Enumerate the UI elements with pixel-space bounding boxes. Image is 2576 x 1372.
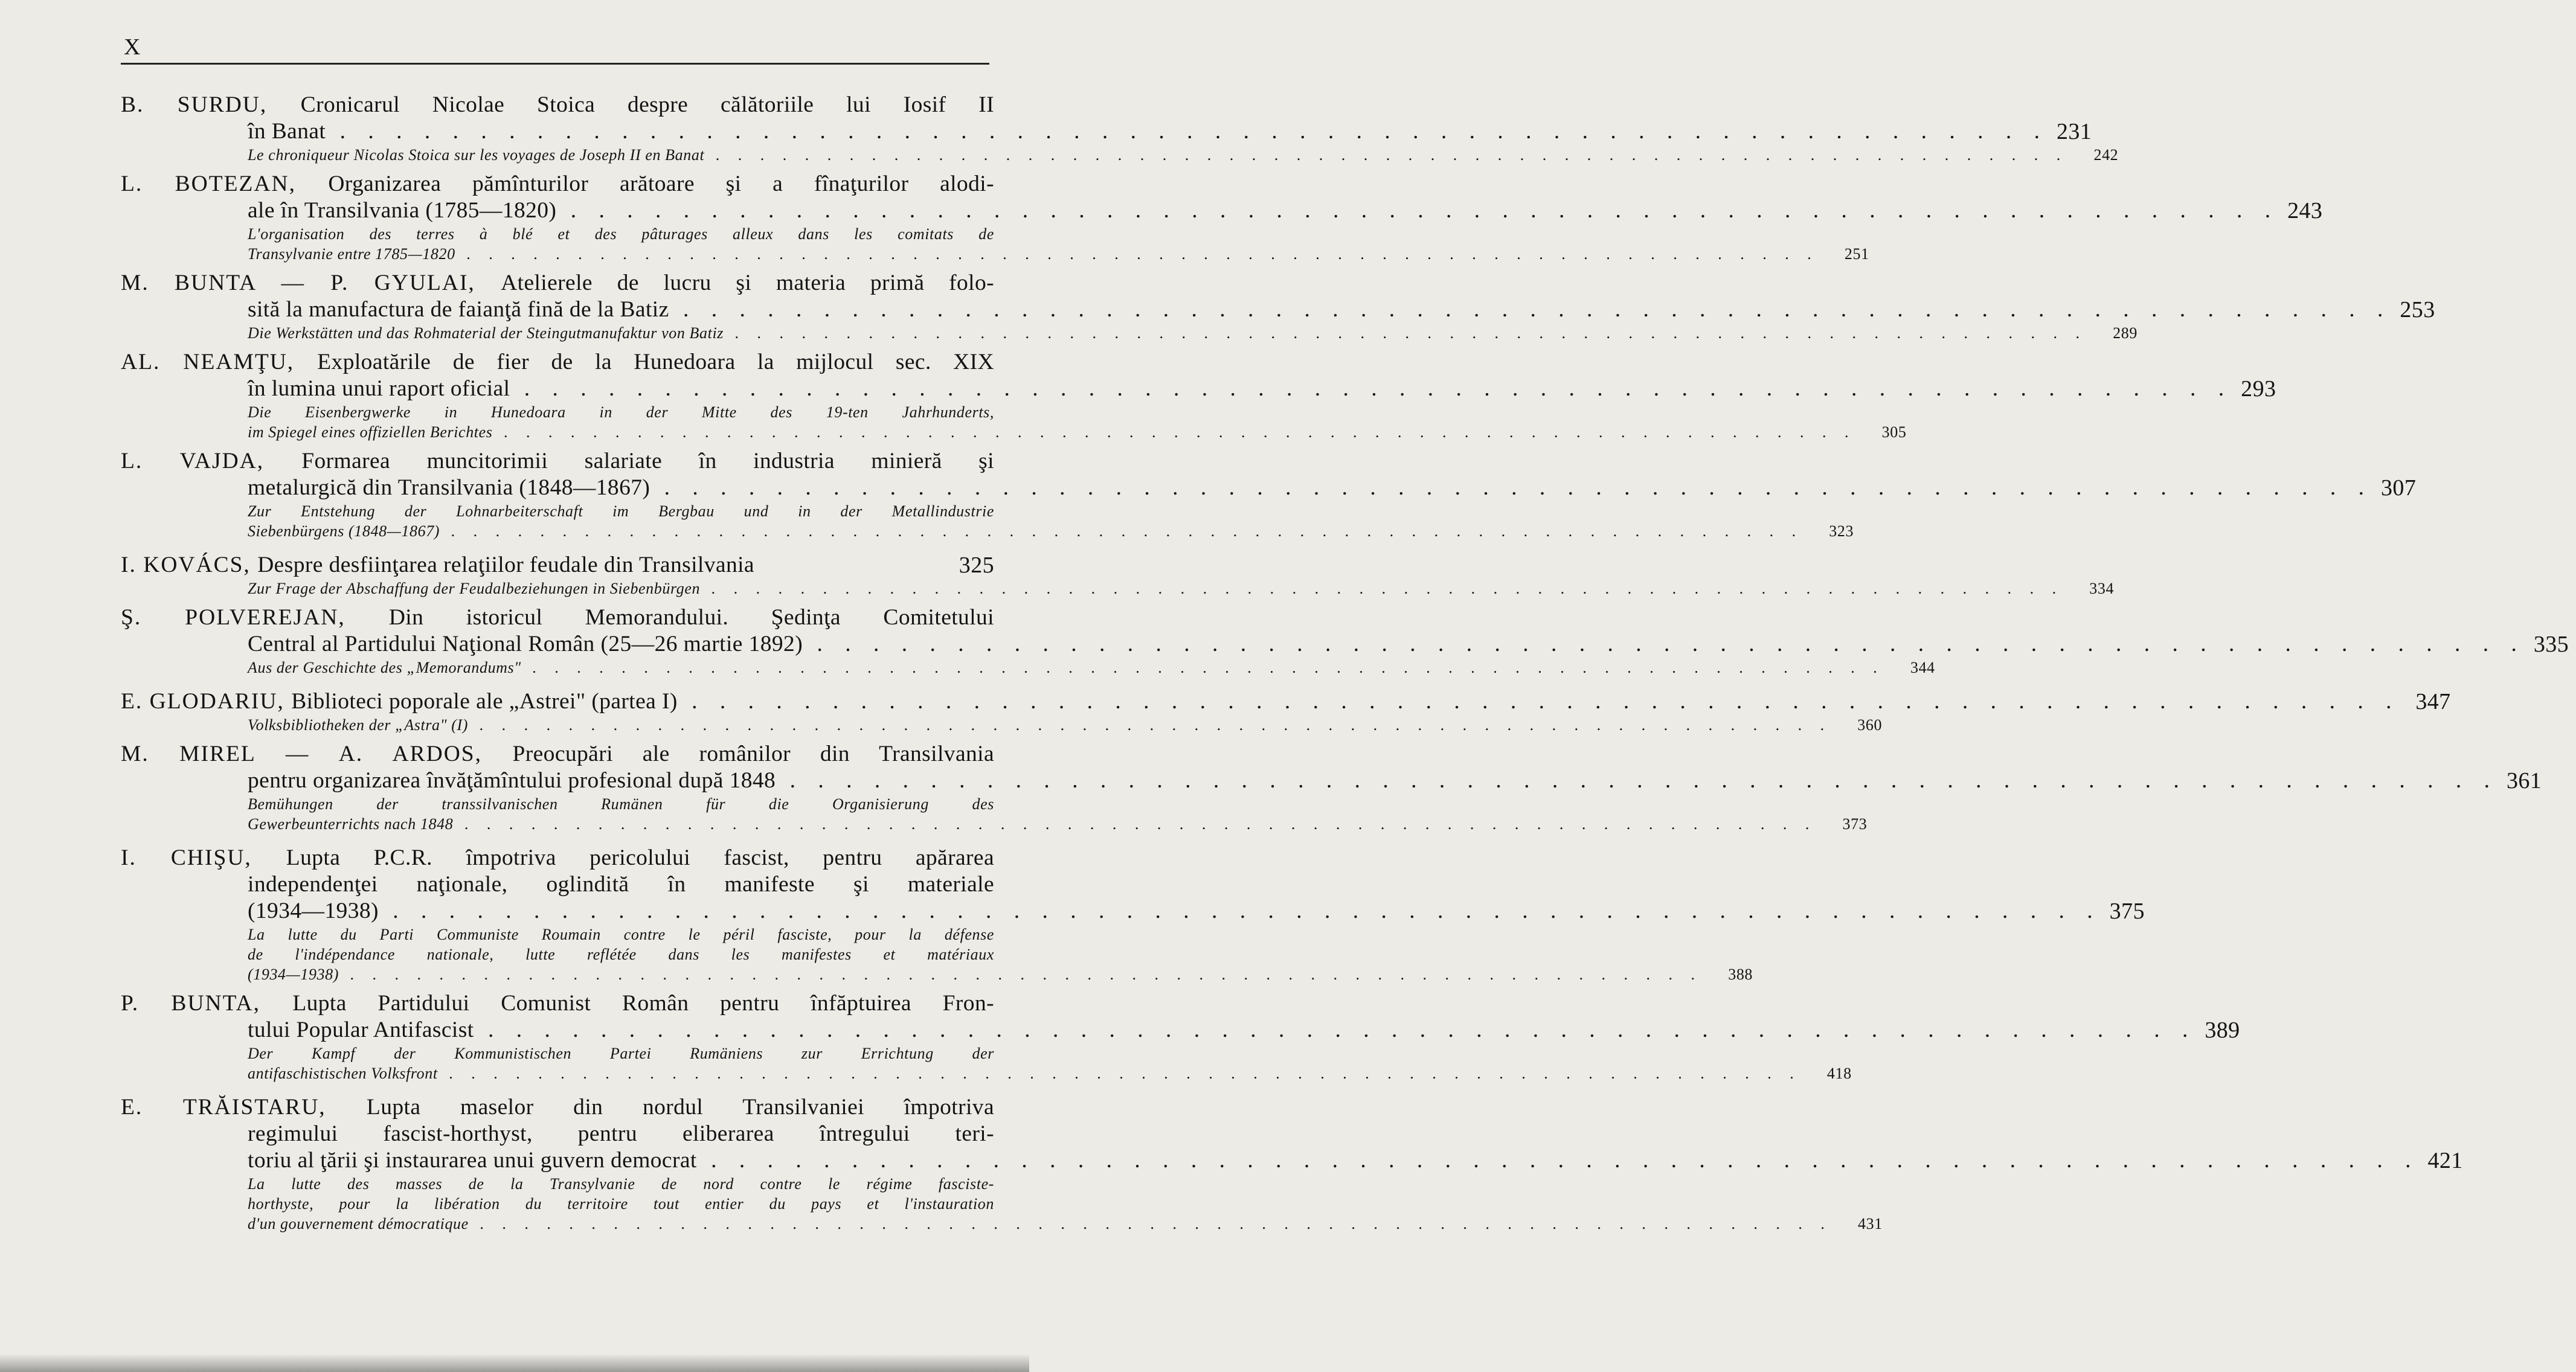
entry-author: M. BUNTA — P. GYULAI, bbox=[121, 271, 501, 295]
leader-dots: . . . . . . . . . . . . . . . . . . . . . . . . . . . . . . . . . . . . . . . . . . . . . . . . . . . . . . . . . . . . . bbox=[723, 324, 2087, 342]
summary-text: Gewerbeunterrichts nach 1848 bbox=[248, 815, 454, 833]
entry-first-line bbox=[121, 990, 994, 1017]
summary-last-line bbox=[248, 244, 1869, 264]
toc-entry bbox=[121, 270, 2435, 343]
entry-title-text: în lumina unui raport oficial bbox=[248, 376, 510, 401]
leader-dots: . . . . . . . . . . . . . . . . . . . . . . . . . . . . . . . . . . . . . . . . . . . . . . . . . . . . . . . . . . . . . bbox=[700, 580, 2064, 597]
summary-text-end bbox=[248, 1063, 1801, 1083]
entry-title-end bbox=[248, 118, 2048, 145]
bottom-shadow bbox=[0, 1354, 1029, 1372]
summary-text: Transylvanie entre 1785—1820 bbox=[248, 245, 455, 263]
entry-page-number: 325 bbox=[959, 553, 994, 578]
toc-entry bbox=[121, 604, 2569, 678]
summary-text: im Spiegel eines offiziellen Berichtes bbox=[248, 423, 493, 441]
summary-line: Zur Entstehung der Lohnarbeiterschaft im Bergbau und in der Metallindustrie bbox=[248, 502, 994, 520]
leader-dots: . . . . . . . . . . . . . . . . . . . . . . . . . . . . . . . . . . . . . . . . . . . . . . . . . . . . . . . . . . . . . bbox=[510, 376, 2233, 401]
entry-title: Organizarea pămînturilor arătoare şi a fînaţurilor alodi- bbox=[328, 172, 994, 196]
entry-title-text: metalurgică din Transilvania (1848—1867) bbox=[248, 475, 650, 500]
summary-page-number: 289 bbox=[2113, 324, 2138, 342]
leader-dots: . . . . . . . . . . . . . . . . . . . . . . . . . . . . . . . . . . . . . . . . . . . . . . . . . . . . . . . . . . . . . bbox=[803, 632, 2525, 656]
entry-title: Cronicarul Nicolae Stoica despre călătoriile lui Iosif II bbox=[300, 92, 995, 117]
toc-entry bbox=[121, 688, 2451, 735]
summary-text-end bbox=[248, 964, 1702, 984]
entry-summary bbox=[121, 579, 2115, 598]
entry-title-end bbox=[248, 1147, 2419, 1174]
entry-first-line bbox=[121, 1094, 994, 1121]
entry-author: P. BUNTA, bbox=[121, 991, 293, 1016]
summary-text-end bbox=[248, 658, 1884, 678]
entry-summary bbox=[121, 794, 1868, 834]
entry-summary bbox=[121, 658, 1935, 678]
entry-author: L. VAJDA, bbox=[121, 449, 302, 473]
entry-title-end bbox=[248, 768, 2498, 794]
entry-page-number: 375 bbox=[2109, 899, 2145, 924]
entry-author: L. BOTEZAN, bbox=[121, 172, 329, 196]
entry-page-number: 421 bbox=[2427, 1148, 2463, 1173]
entry-title-text: pentru organizarea învăţămîntului profesional după 1848 bbox=[248, 768, 776, 793]
leader-dots: . . . . . . . . . . . . . . . . . . . . . . . . . . . . . . . . . . . . . . . . . . . . . . . . . . . . . . . . . . . . . bbox=[339, 966, 1703, 983]
summary-page-number: 251 bbox=[1844, 245, 1869, 263]
leader-dots: . . . . . . . . . . . . . . . . . . . . . . . . . . . . . . . . . . . . . . . . . . . . . . . . . . . . . . . . . . . . . bbox=[669, 297, 2392, 322]
toc-entry bbox=[121, 1094, 2463, 1234]
entry-title-text: tului Popular Antifascist bbox=[248, 1018, 474, 1042]
summary-page-number: 323 bbox=[1829, 522, 1854, 540]
summary-text: Zur Frage der Abschaffung der Feudalbeziehungen in Siebenbürgen bbox=[248, 580, 701, 597]
entry-page-number: 389 bbox=[2205, 1018, 2240, 1043]
entry-author: B. SURDU, bbox=[121, 92, 301, 117]
toc-entry bbox=[121, 741, 2542, 834]
entry-title: Formarea muncitorimii salariate în industria minieră şi bbox=[301, 449, 994, 473]
entry-page-number: 361 bbox=[2506, 768, 2542, 793]
leader-dots: . . . . . . . . . . . . . . . . . . . . . . . . . . . . . . . . . . . . . . . . . . . . . . . . . . . . . . . . . . . . . bbox=[556, 198, 2279, 223]
entry-title-end bbox=[248, 898, 2101, 925]
entry-title-text: sită la manufactura de faianţă fină de la Batiz bbox=[248, 297, 669, 322]
entry-first-line bbox=[121, 448, 994, 475]
entry-page-number: 253 bbox=[2400, 297, 2435, 322]
entry-summary bbox=[121, 1043, 1852, 1083]
toc-entry bbox=[121, 349, 2276, 442]
toc-entry bbox=[121, 171, 2323, 264]
entry-last-line bbox=[121, 768, 2542, 794]
entry-title-end bbox=[248, 475, 2372, 501]
summary-line: L'organisation des terres à blé et des pâturages alleux dans les comitats de bbox=[248, 225, 994, 243]
summary-text-end bbox=[248, 715, 1831, 735]
summary-line: Der Kampf der Kommunistischen Partei Rumäniens zur Errichtung der bbox=[248, 1045, 994, 1062]
summary-last-line bbox=[248, 814, 1868, 834]
summary-page-number: 373 bbox=[1842, 815, 1868, 833]
leader-dots: . . . . . . . . . . . . . . . . . . . . . . . . . . . . . . . . . . . . . . . . . . . . . . . . . . . . . . . . . . . . . bbox=[521, 659, 1884, 676]
entry-title-text: Biblioteci poporale ale „Astrei" (partea I) bbox=[291, 689, 678, 714]
entry-single-line bbox=[121, 688, 2451, 715]
entry-title: Lupta maselor din nordul Transilvaniei împotriva bbox=[366, 1095, 995, 1120]
entry-title-end bbox=[121, 688, 2400, 715]
leader-dots: . . . . . . . . . . . . . . . . . . . . . . . . . . . . . . . . . . . . . . . . . . . . . . . . . . . . . . . . . . . . . bbox=[704, 146, 2068, 164]
entry-last-line bbox=[121, 1147, 2463, 1174]
entry-title-end bbox=[248, 197, 2279, 224]
summary-last-line bbox=[248, 1214, 1883, 1234]
toc-entry bbox=[121, 552, 2115, 598]
entry-summary bbox=[121, 402, 1907, 442]
entry-title-end bbox=[121, 552, 943, 579]
entry-last-line bbox=[121, 631, 2569, 658]
summary-text: antifaschistischen Volksfront bbox=[248, 1065, 438, 1082]
entry-title-text: (1934—1938) bbox=[248, 899, 379, 923]
summary-text-end bbox=[248, 323, 2087, 343]
leader-dots: . . . . . . . . . . . . . . . . . . . . . . . . . . . . . . . . . . . . . . . . . . . . . . . . . . . . . . . . . . . . . bbox=[492, 423, 1856, 441]
summary-text: Volksbibliotheken der „Astra" (I) bbox=[248, 716, 469, 734]
entry-last-line bbox=[121, 1017, 2240, 1043]
summary-text: (1934—1938) bbox=[248, 966, 339, 983]
summary-text-end bbox=[248, 1214, 1832, 1234]
entry-author: E. TRĂISTARU, bbox=[121, 1095, 367, 1120]
leader-dots: . . . . . . . . . . . . . . . . . . . . . . . . . . . . . . . . . . . . . . . . . . . . . . . . . . . . . . . . . . . . . bbox=[650, 475, 2373, 500]
header-rule bbox=[121, 63, 989, 65]
summary-page-number: 242 bbox=[2093, 146, 2119, 164]
entry-summary bbox=[121, 925, 1753, 984]
leader-dots: . . . . . . . . . . . . . . . . . . . . . . . . . . . . . . . . . . . . . . . . . . . . . . . . . . . . . . . . . . . . . bbox=[453, 815, 1817, 833]
summary-text-end bbox=[248, 422, 1855, 442]
summary-page-number: 431 bbox=[1858, 1215, 1883, 1233]
summary-page-number: 388 bbox=[1728, 966, 1753, 983]
page-numeral: X bbox=[124, 34, 141, 60]
leader-dots: . . . . . . . . . . . . . . . . . . . . . . . . . . . . . . . . . . . . . . . . . . . . . . . . . . . . . . . . . . . . . bbox=[378, 899, 2101, 923]
entry-summary bbox=[121, 145, 2119, 165]
entry-title-text: Despre desfiinţarea relaţiilor feudale din Transilvania bbox=[257, 553, 754, 577]
entry-first-line bbox=[121, 349, 994, 376]
entry-page-number: 293 bbox=[2241, 376, 2276, 402]
entry-last-line bbox=[121, 297, 2435, 323]
toc-entry bbox=[121, 92, 2119, 165]
entry-title-text: ale în Transilvania (1785—1820) bbox=[248, 198, 557, 223]
summary-line: de l'indépendance nationale, lutte reflétée dans les manifestes et matériaux bbox=[248, 946, 994, 963]
entry-title: Din istoricul Memorandului. Şedinţa Comitetului bbox=[388, 605, 994, 630]
summary-text: Le chroniqueur Nicolas Stoica sur les voyages de Joseph II en Banat bbox=[248, 146, 705, 164]
entry-title-text: Central al Partidului Naţional Român (25—26 martie 1892) bbox=[248, 632, 803, 656]
entry-title: Atelierele de lucru şi materia primă folo- bbox=[501, 271, 994, 295]
summary-last-line bbox=[248, 145, 2119, 165]
entry-last-line bbox=[121, 376, 2276, 402]
entry-title-continued: independenţei naţionale, oglindită în manifeste şi materiale bbox=[248, 872, 994, 897]
entry-single-line bbox=[121, 552, 994, 579]
summary-page-number: 418 bbox=[1826, 1065, 1852, 1082]
entry-page-number: 307 bbox=[2381, 475, 2417, 501]
entry-summary bbox=[121, 1174, 1883, 1234]
toc-entry bbox=[121, 990, 2240, 1083]
entry-title-continued: regimului fascist-horthyst, pentru eliberarea întregului teri- bbox=[248, 1121, 994, 1146]
summary-text: Siebenbürgens (1848—1867) bbox=[248, 522, 440, 540]
summary-text: d'un gouvernement démocratique bbox=[248, 1215, 469, 1233]
entry-summary bbox=[121, 501, 1854, 541]
summary-line: horthyste, pour la libération du territoire tout entier du pays et l'instauration bbox=[248, 1195, 994, 1213]
entry-title-end bbox=[248, 376, 2232, 402]
leader-dots: . . . . . . . . . . . . . . . . . . . . . . . . . . . . . . . . . . . . . . . . . . . . . . . . . . . . . . . . . . . . . bbox=[455, 245, 1819, 263]
entry-summary bbox=[121, 224, 1869, 264]
summary-page-number: 360 bbox=[1857, 716, 1883, 734]
entry-first-line bbox=[121, 845, 994, 871]
leader-dots: . . . . . . . . . . . . . . . . . . . . . . . . . . . . . . . . . . . . . . . . . . . . . . . . . . . . . . . . . . . . . bbox=[776, 768, 2498, 793]
entry-first-line bbox=[121, 270, 994, 297]
entry-page-number: 347 bbox=[2415, 689, 2451, 714]
entry-summary bbox=[121, 715, 1883, 735]
summary-line: La lutte du Parti Communiste Roumain contre le péril fasciste, pour la défense bbox=[248, 926, 994, 943]
leader-dots: . . . . . . . . . . . . . . . . . . . . . . . . . . . . . . . . . . . . . . . . . . . . . . . . . . . . . . . . . . . . . bbox=[437, 1065, 1801, 1082]
entry-title-text: toriu al ţării şi instaurarea unui guvern democrat bbox=[248, 1148, 697, 1173]
summary-last-line bbox=[248, 422, 1907, 442]
summary-line: Die Eisenbergwerke in Hunedoara in der Mitte des 19-ten Jahrhunderts, bbox=[248, 403, 994, 421]
entry-title-end bbox=[248, 297, 2391, 323]
summary-text-end bbox=[248, 244, 1819, 264]
leader-dots: . . . . . . . . . . . . . . . . . . . . . . . . . . . . . . . . . . . . . . . . . . . . . . . . . . . . . . . . . . . . . bbox=[468, 1215, 1832, 1233]
toc-entry bbox=[121, 845, 2145, 984]
entry-title-text: în Banat bbox=[248, 119, 326, 144]
leader-dots: . . . . . . . . . . . . . . . . . . . . . . . . . . . . . . . . . . . . . . . . . . . . . . . . . . . . . . . . . . . . . bbox=[677, 689, 2400, 714]
entry-title-end bbox=[248, 1017, 2196, 1043]
entry-last-line bbox=[121, 118, 2092, 145]
summary-page-number: 334 bbox=[2089, 580, 2115, 597]
entry-author: Ş. POLVEREJAN, bbox=[121, 605, 389, 630]
summary-page-number: 305 bbox=[1881, 423, 1907, 441]
toc-entry bbox=[121, 448, 2417, 541]
summary-text-end bbox=[248, 145, 2067, 165]
entry-first-line bbox=[121, 92, 994, 118]
summary-line: Bemühungen der transsilvanischen Rumänen für die Organisierung des bbox=[248, 795, 994, 813]
entry-first-line bbox=[121, 604, 994, 631]
leader-dots: . . . . . . . . . . . . . . . . . . . . . . . . . . . . . . . . . . . . . . . . . . . . . . . . . . . . . . . . . . . . . bbox=[696, 1148, 2420, 1173]
summary-line: La lutte des masses de la Transylvanie de nord contre le régime fasciste- bbox=[248, 1175, 994, 1193]
entry-author: E. GLODARIU, bbox=[121, 689, 292, 714]
entry-page-number: 335 bbox=[2533, 632, 2569, 657]
entry-title: Lupta Partidului Comunist Român pentru înfăptuirea Fron- bbox=[292, 991, 994, 1016]
summary-text: Aus der Geschichte des „Memorandums" bbox=[248, 659, 521, 676]
summary-last-line bbox=[248, 658, 1935, 678]
entry-title: Lupta P.C.R. împotriva pericolului fascist, pentru apărarea bbox=[286, 845, 994, 870]
summary-text: Die Werkstätten und das Rohmaterial der Steingutmanufaktur von Batiz bbox=[248, 324, 724, 342]
entry-author: M. MIREL — A. ARDOS, bbox=[121, 742, 513, 766]
entry-author: I. CHIŞU, bbox=[121, 845, 286, 870]
summary-last-line bbox=[248, 964, 1753, 984]
entry-title-end bbox=[248, 631, 2525, 658]
summary-text-end bbox=[248, 814, 1816, 834]
leader-dots: . . . . . . . . . . . . . . . . . . . . . . . . . . . . . . . . . . . . . . . . . . . . . . . . . . . . . . . . . . . . . bbox=[474, 1018, 2197, 1042]
summary-last-line bbox=[248, 715, 1883, 735]
entry-last-line bbox=[121, 898, 2145, 925]
entry-author: AL. NEAMŢU, bbox=[121, 350, 318, 374]
summary-last-line bbox=[248, 323, 2138, 343]
leader-dots: . . . . . . . . . . . . . . . . . . . . . . . . . . . . . . . . . . . . . . . . . . . . . . . . . . . . . . . . . . . . . bbox=[468, 716, 1832, 734]
entry-last-line bbox=[121, 197, 2323, 224]
entry-first-line bbox=[121, 171, 994, 197]
entry-title: Exploatările de fier de la Hunedoara la mijlocul sec. XIX bbox=[317, 350, 995, 374]
entry-summary bbox=[121, 323, 2138, 343]
leader-dots: . . . . . . . . . . . . . . . . . . . . . . . . . . . . . . . . . . . . . . . . . . . . . . . . . . . . . . . . . . . . . bbox=[440, 522, 1804, 540]
summary-text-end bbox=[248, 579, 2063, 598]
entry-first-line bbox=[121, 741, 994, 768]
entry-page-number: 231 bbox=[2056, 119, 2092, 144]
summary-last-line bbox=[248, 521, 1854, 541]
leader-dots: . . . . . . . . . . . . . . . . . . . . . . . . . . . . . . . . . . . . . . . . . . . . . . . . . . . . . . . . . . . . . bbox=[326, 119, 2048, 144]
summary-last-line bbox=[248, 579, 2115, 598]
summary-page-number: 344 bbox=[1910, 659, 1935, 676]
summary-last-line bbox=[248, 1063, 1852, 1083]
entry-page-number: 243 bbox=[2287, 198, 2323, 223]
entry-title: Preocupări ale românilor din Transilvania bbox=[512, 742, 994, 766]
entry-last-line bbox=[121, 475, 2417, 501]
table-of-contents bbox=[121, 92, 2569, 1240]
summary-text-end bbox=[248, 521, 1803, 541]
entry-author: I. KOVÁCS, bbox=[121, 553, 258, 577]
